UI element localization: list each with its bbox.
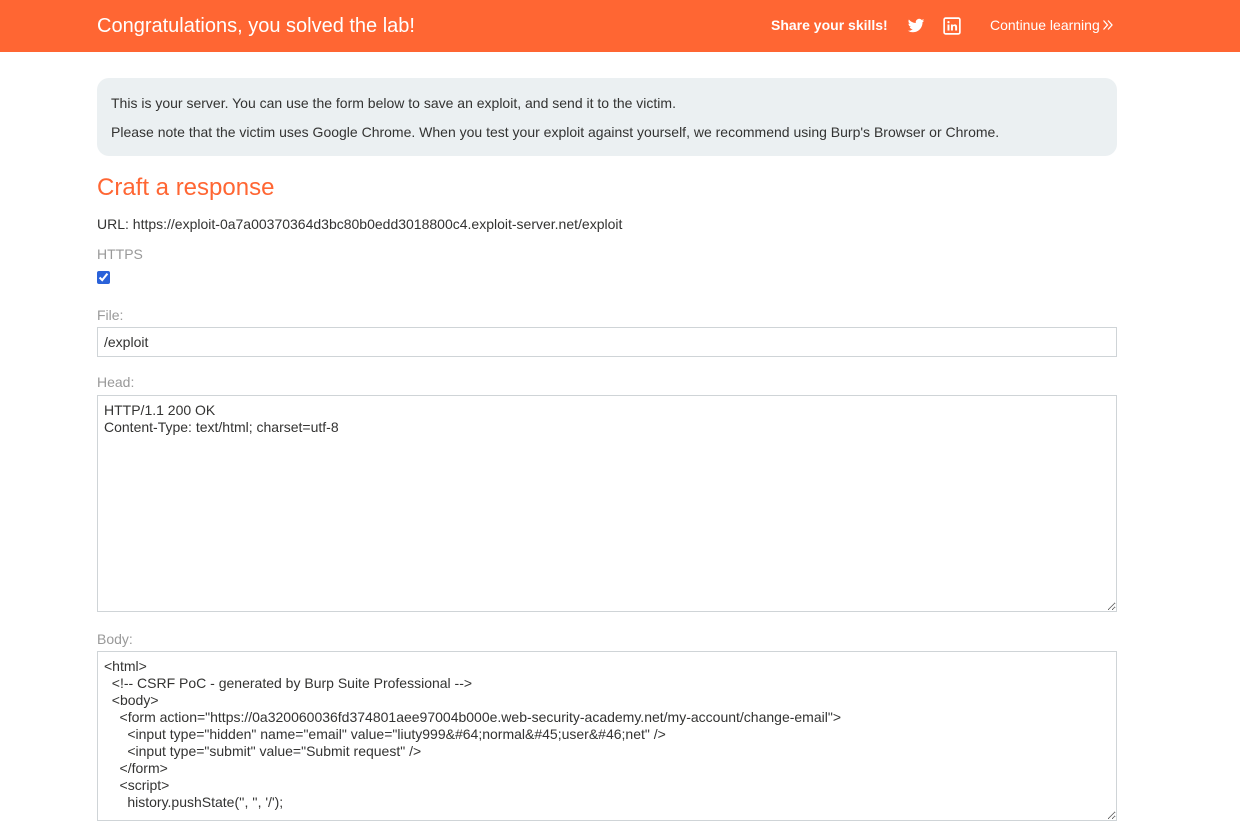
banner-title: Congratulations, you solved the lab!: [97, 15, 415, 37]
continue-learning-label: Continue learning: [990, 17, 1100, 33]
head-textarea[interactable]: [97, 395, 1117, 612]
share-skills-label: Share your skills!: [771, 17, 888, 33]
info-line-2: Please note that the victim uses Google Chrome. When you test your exploit against yourself, we recommend using Burp's Browser or Chrome.: [111, 124, 1000, 140]
linkedin-icon[interactable]: [943, 17, 961, 35]
file-input[interactable]: [97, 327, 1117, 357]
body-textarea[interactable]: [97, 651, 1117, 821]
body-label: Body:: [97, 631, 133, 647]
continue-learning-link[interactable]: [990, 16, 1114, 35]
lab-solved-banner: [0, 0, 1240, 52]
craft-response-heading: Craft a response: [97, 174, 275, 201]
https-checkbox[interactable]: [97, 271, 110, 284]
head-label: Head:: [97, 374, 135, 390]
twitter-icon[interactable]: [907, 17, 925, 35]
info-line-1: This is your server. You can use the form below to save an exploit, and send it to the victim.: [111, 95, 676, 111]
server-info-box: [97, 78, 1117, 156]
double-chevron-right-icon: [1102, 17, 1114, 35]
exploit-url: URL: https://exploit-0a7a00370364d3bc80b0edd3018800c4.exploit-server.net/exploit: [97, 216, 623, 232]
file-label: File:: [97, 307, 124, 323]
https-label: HTTPS: [97, 246, 143, 262]
